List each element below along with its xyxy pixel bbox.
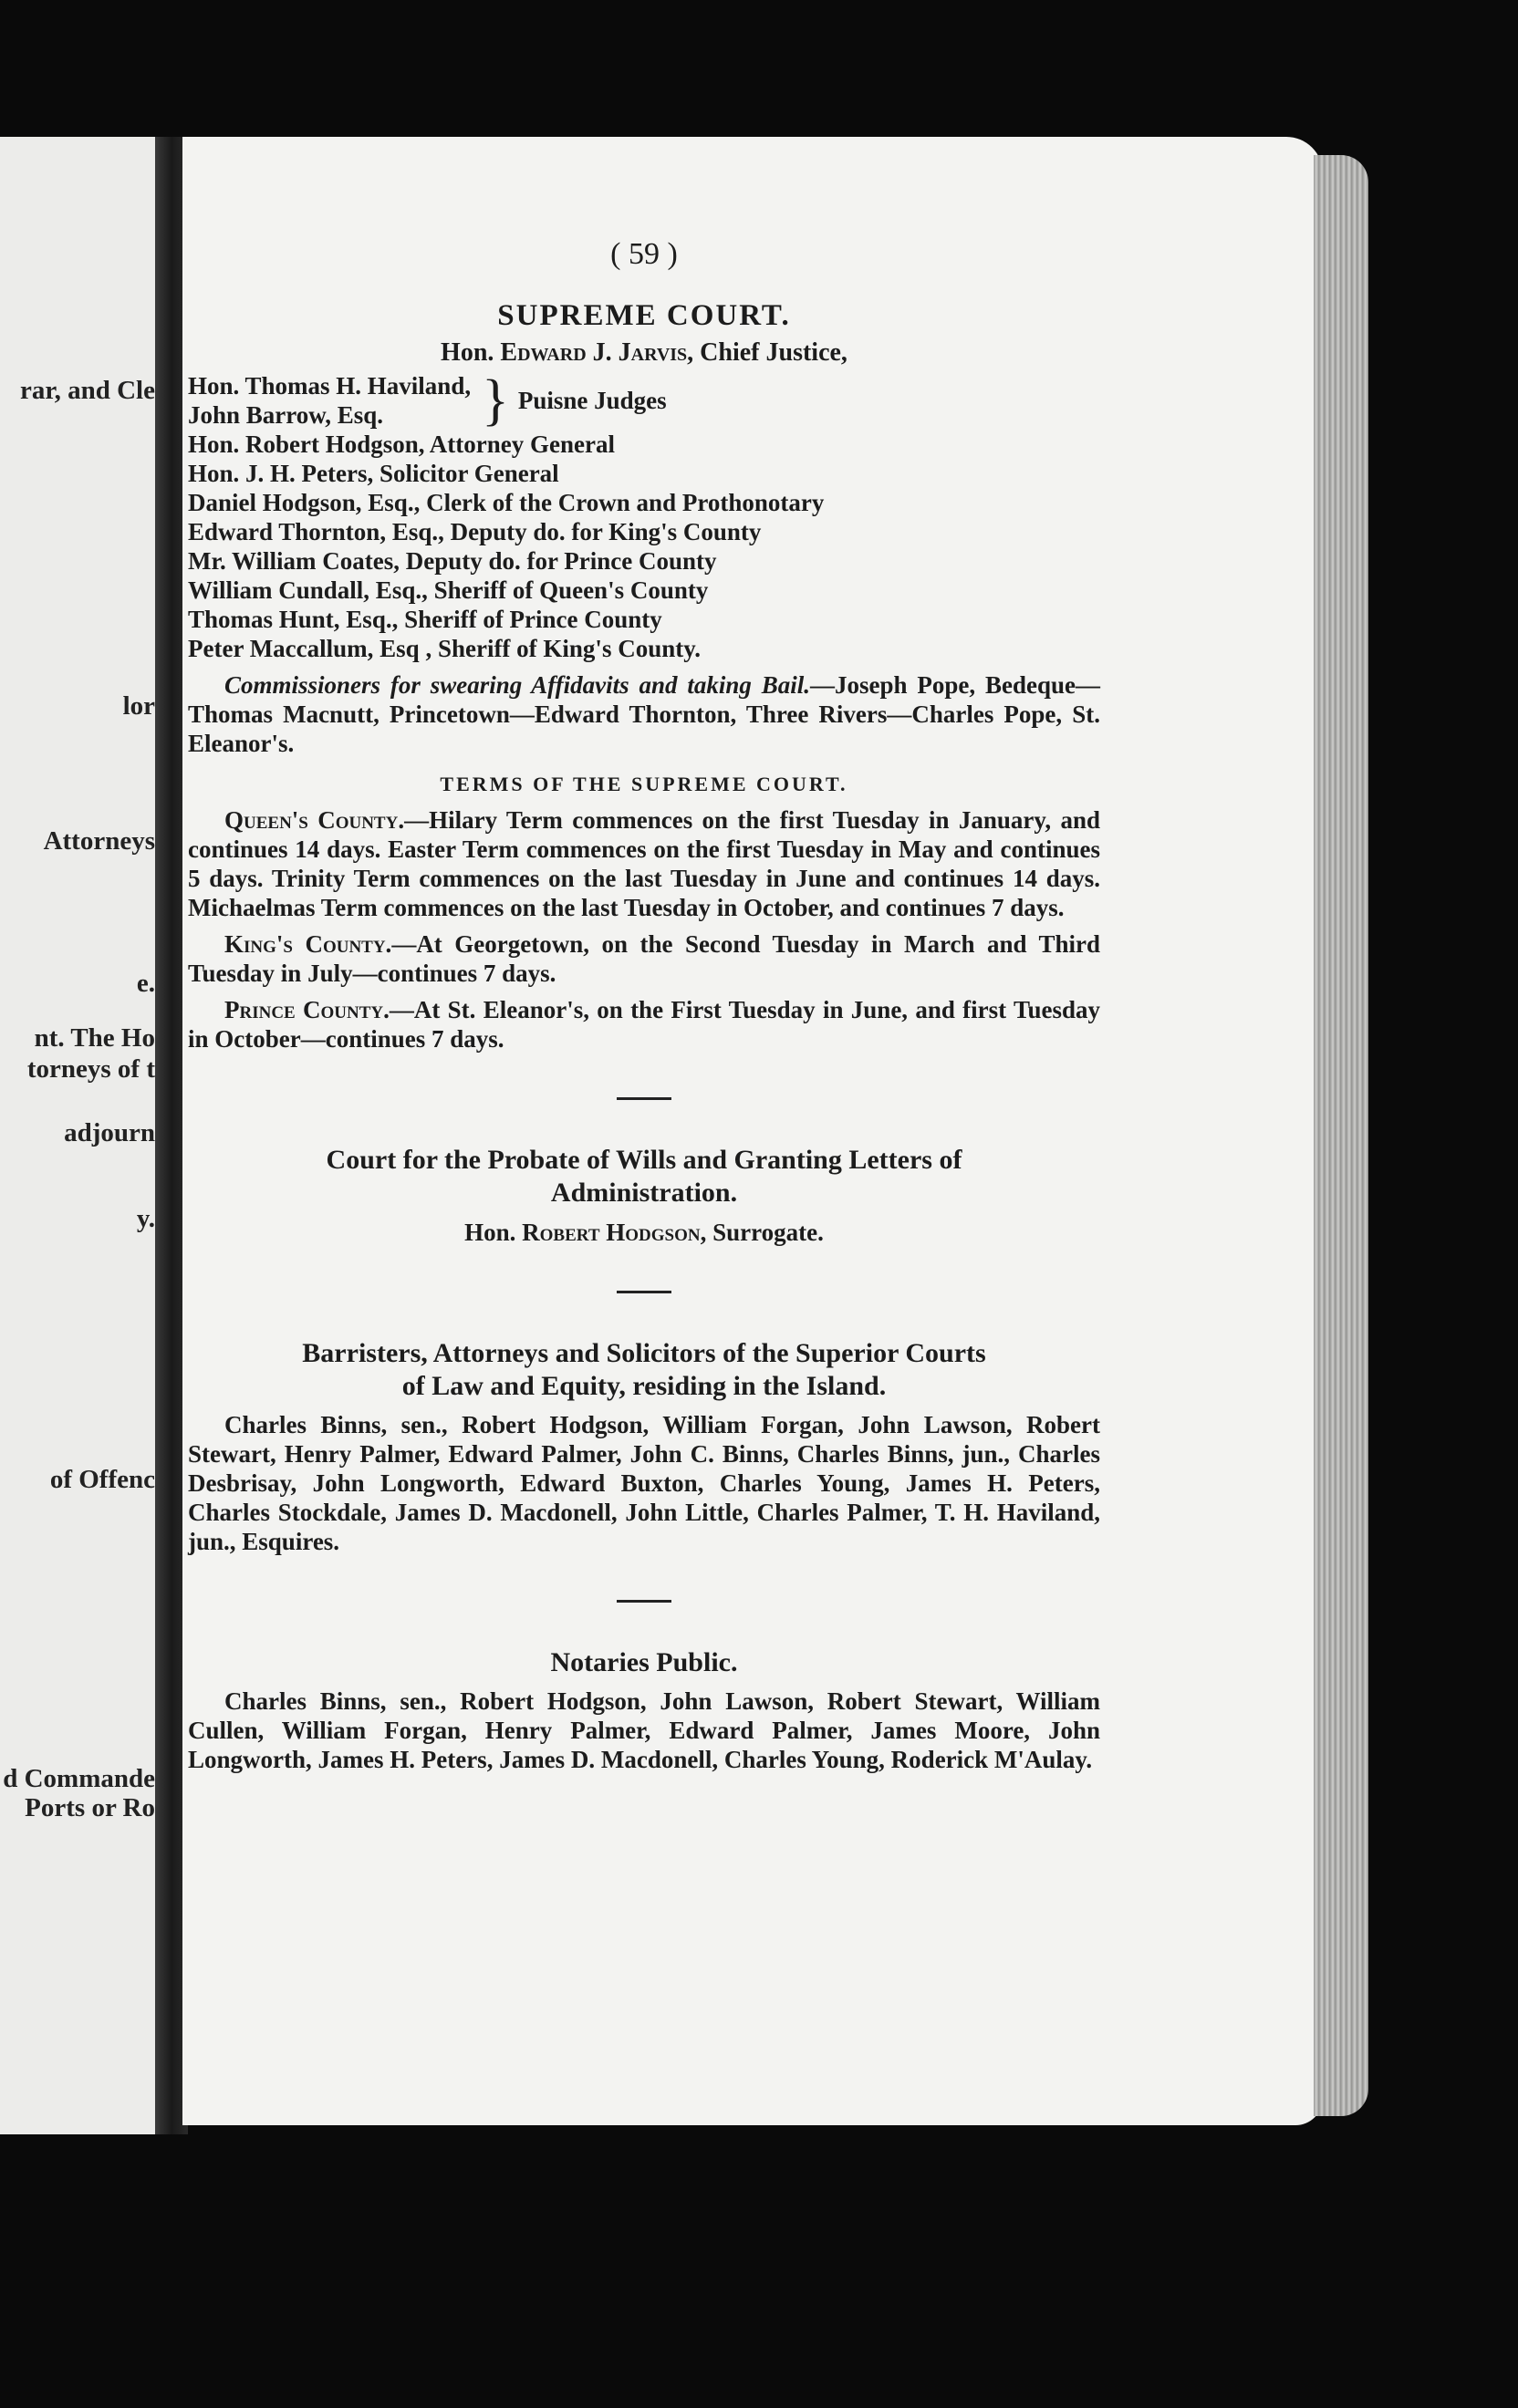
left-page — [0, 137, 161, 2134]
puisne-judges — [188, 371, 1100, 430]
surrogate-prefix: Hon. — [464, 1219, 516, 1246]
left-page-fragment: adjourn — [64, 1118, 155, 1147]
notaries-list: Charles Binns, sen., Robert Hodgson, John Lawson, Robert Stewart, William Cullen, William Forgan, Henry Palmer, Edward Palmer, James Moore, John Longworth, James H. Peters, James D. Macdonell, Charles Young, Roderick M'Aulay. — [188, 1687, 1100, 1773]
officers-list — [188, 430, 1100, 663]
chief-prefix: Hon. — [441, 338, 494, 367]
section-divider — [617, 1600, 671, 1603]
term-paragraph — [188, 805, 1100, 922]
officer-line: Daniel Hodgson, Esq., Clerk of the Crown and Prothonotary — [188, 489, 825, 516]
puisne-role: Puisne Judges — [517, 386, 667, 414]
officer-line: Hon. Robert Hodgson, Attorney General — [188, 431, 615, 458]
left-page-fragment: lor — [122, 691, 155, 721]
term-county: Prince County. — [224, 996, 390, 1023]
left-page-fragment: Ports or Ro — [25, 1793, 155, 1822]
term-county: Queen's County. — [224, 806, 405, 834]
left-page-fragment: y. — [136, 1204, 155, 1233]
commissioners-text: —Joseph Pope, Bedeque—Thomas Macnutt, Princetown—Edward Thornton, Three Rivers—Charles Pope, St. Eleanor's. — [188, 671, 1100, 757]
chief-justice — [188, 338, 1100, 368]
surrogate-line — [188, 1219, 1100, 1247]
term-text: —At Georgetown, on the Second Tuesday in March and Third Tuesday in July—continues 7 days. — [188, 930, 1101, 987]
brace-glyph: } — [482, 369, 509, 431]
notaries-heading: Notaries Public. — [550, 1647, 738, 1677]
term-county: King's County. — [224, 930, 392, 958]
left-page-fragment: d Commande — [3, 1764, 155, 1793]
puisne-names — [188, 371, 471, 430]
page-number: ( 59 ) — [610, 237, 678, 271]
barristers-heading-line: Barristers, Attorneys and Solicitors of the Superior Courts — [302, 1338, 986, 1368]
puisne-name: John Barrow, Esq. — [188, 401, 384, 429]
puisne-name: Hon. Thomas H. Haviland, — [188, 372, 472, 400]
officer-line: Peter Maccallum, Esq , Sheriff of King's County. — [188, 635, 701, 662]
page-content — [188, 237, 1100, 1774]
probate-heading-line: Court for the Probate of Wills and Granting Letters of — [326, 1145, 962, 1175]
surrogate-name: Robert Hodgson, — [522, 1219, 707, 1246]
left-page-fragment: rar, and Cle — [20, 376, 155, 405]
barristers-heading-line: of Law and Equity, residing in the Island. — [401, 1371, 887, 1401]
officer-line: Hon. J. H. Peters, Solicitor General — [188, 460, 559, 487]
barristers-list: Charles Binns, sen., Robert Hodgson, William Forgan, John Lawson, Robert Stewart, Henry Palmer, Edward Palmer, John C. Binns, Charles Binns, jun., Charles Desbrisay, John Longworth, Edward Buxton, Charles Young, James H. Peters, Charles Stockdale, James D. Macdonell, John Little, Charles Palmer, T. H. Haviland, jun., Esquires. — [188, 1411, 1100, 1555]
chief-name: Edward J. Jarvis, — [500, 338, 694, 367]
left-page-fragment: torneys of t — [26, 1054, 155, 1084]
officer-line: William Cundall, Esq., Sheriff of Queen's County — [188, 576, 709, 604]
officer-line: Edward Thornton, Esq., Deputy do. for King's County — [188, 518, 762, 545]
left-page-fragment: nt. The Ho — [34, 1023, 155, 1053]
barristers-heading — [188, 1337, 1100, 1403]
page-edges — [1314, 155, 1368, 2116]
term-text: —At St. Eleanor's, on the First Tuesday in June, and first Tuesday in October—continues 7 days. — [188, 996, 1100, 1053]
supreme-court-heading: SUPREME COURT. — [497, 299, 791, 332]
commissioners-label: Commissioners for swearing Affidavits and taking Bail. — [224, 671, 810, 699]
left-page-fragment: e. — [136, 969, 155, 998]
terms-heading: TERMS OF THE SUPREME COURT. — [440, 773, 848, 795]
probate-heading — [188, 1144, 1100, 1209]
section-divider — [617, 1291, 671, 1293]
probate-heading-line: Administration. — [550, 1178, 738, 1208]
chief-title: Chief Justice, — [700, 338, 847, 367]
surrogate-title: Surrogate. — [712, 1219, 824, 1246]
left-page-fragment: of Offenc — [49, 1465, 155, 1494]
section-divider — [617, 1097, 671, 1100]
commissioners-paragraph — [188, 670, 1100, 758]
officer-line: Thomas Hunt, Esq., Sheriff of Prince County — [188, 606, 662, 633]
officer-line: Mr. William Coates, Deputy do. for Prince County — [188, 547, 717, 575]
term-text: —Hilary Term commences on the first Tuesday in January, and continues 14 days. Easter Term commences on the first Tuesday in May and continues 5 days. Trinity Term commences on the last Tuesday in June and continues 14 days. Michaelmas Term commences on the last Tuesday in October, and continues 7 days. — [188, 806, 1100, 921]
term-paragraph — [188, 929, 1100, 988]
left-page-fragment: Attorneys — [43, 826, 155, 856]
term-paragraph — [188, 995, 1100, 1054]
